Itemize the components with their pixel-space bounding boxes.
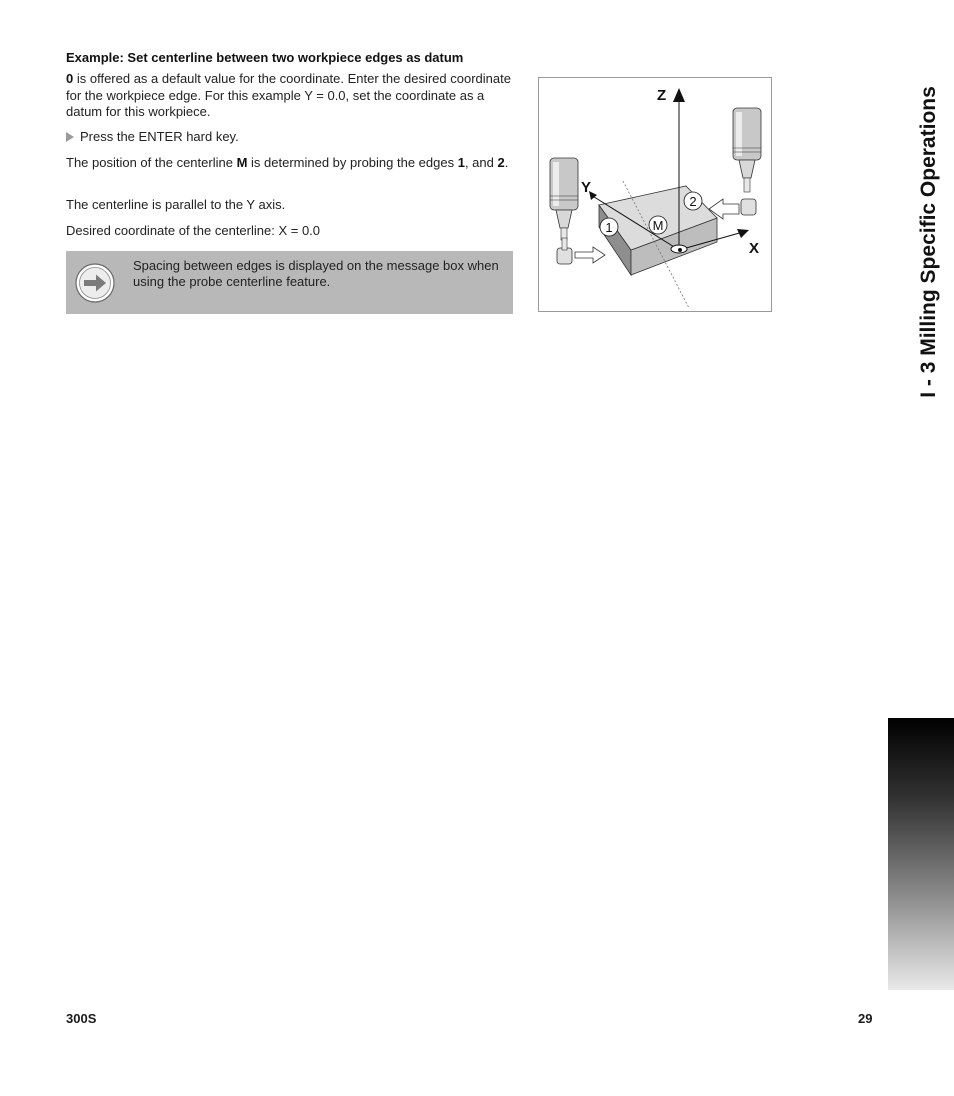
- probe-right: [709, 108, 761, 219]
- para2-text-a: The position of the centerline: [66, 155, 237, 170]
- z-axis-arrow: [673, 88, 685, 102]
- footer-page-number: 29: [858, 1011, 873, 1026]
- step-press-enter: [66, 129, 514, 146]
- marker-edge-1: [600, 218, 618, 236]
- axis-label-x: X: [749, 240, 760, 257]
- probe-left-arrow: [575, 247, 605, 263]
- para2-text-c: , and: [464, 155, 498, 170]
- chapter-side-title: I - 3 Milling Specific Operations: [917, 86, 940, 398]
- paragraph-centerline-position: [66, 155, 514, 172]
- note-text: Spacing between edges is displayed on the message box when using the probe centerline feature.: [133, 258, 499, 289]
- probe-left: [550, 158, 605, 264]
- paragraph-parallel: The centerline is parallel to the Y axis.: [66, 197, 286, 212]
- probe-centerline-figure: [538, 77, 772, 312]
- paragraph-default-value: [66, 71, 514, 121]
- axis-label-z: Z: [657, 87, 667, 104]
- para2-text-d: .: [504, 155, 509, 170]
- chapter-thumb-tab: [888, 718, 954, 990]
- paragraph-desired-coordinate: Desired coordinate of the centerline: X = 0.0: [66, 223, 321, 238]
- bold-m: M: [236, 155, 248, 170]
- paragraph-default-value-text: is offered as a default value for the coordinate. Enter the desired coordinate for the workpiece edge. For this example Y = 0.0, set the coordinate as a datum for this workpiece.: [66, 71, 511, 119]
- section-heading: Example: Set centerline between two workpiece edges as datum: [66, 50, 464, 65]
- note-box: [66, 251, 513, 314]
- marker-2-label: 2: [689, 194, 697, 209]
- bold-edge-1: 1: [457, 155, 465, 170]
- marker-edge-2: [684, 192, 702, 210]
- step-text: Press the ENTER hard key.: [80, 129, 239, 144]
- arrow-right-circle-icon: [75, 263, 115, 303]
- axis-label-y: Y: [581, 179, 592, 196]
- footer-model: 300S: [66, 1011, 97, 1026]
- marker-1-label: 1: [605, 220, 613, 235]
- triangle-bullet-icon: [66, 132, 74, 142]
- marker-m-label: M: [652, 218, 664, 233]
- para2-text-b: is determined by probing the edges: [247, 155, 458, 170]
- bold-edge-2: 2: [497, 155, 505, 170]
- marker-centerline-m: [649, 216, 667, 234]
- probe-diagram: [539, 78, 771, 311]
- bold-zero: 0: [66, 71, 74, 86]
